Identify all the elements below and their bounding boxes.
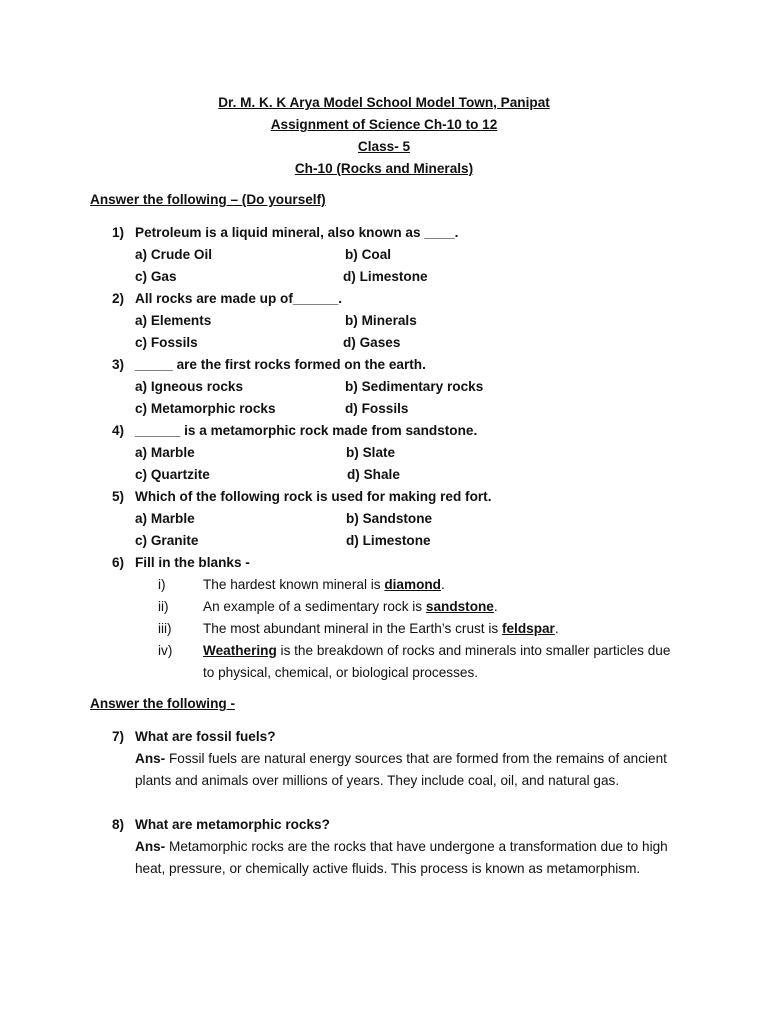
question-text: What are metamorphic rocks? — [135, 817, 330, 832]
answer-text: Metamorphic rocks are the rocks that have undergone a transformation due to high heat, pressure, or chemically active fluids. This process is known as metamorphism. — [135, 839, 668, 876]
option-b: b) Sedimentary rocks — [345, 379, 484, 394]
roman-numeral: iii) — [158, 621, 172, 636]
option-c: c) Metamorphic rocks — [135, 401, 276, 416]
option-a: a) Marble — [135, 511, 195, 526]
option-d: d) Limestone — [343, 269, 428, 284]
roman-numeral: iv) — [158, 643, 173, 658]
question-number: 4) — [112, 423, 125, 438]
option-b: b) Sandstone — [346, 511, 433, 526]
question-number: 7) — [112, 729, 125, 744]
option-d: d) Gases — [343, 335, 401, 350]
blank-answer: diamond — [384, 577, 441, 592]
fill-blank-text: Weathering is the breakdown of rocks and minerals into smaller particles due to physical, chemical, or biological processes. — [203, 643, 671, 680]
question-number: 2) — [112, 291, 125, 306]
class-label: Class- 5 — [357, 139, 411, 154]
answer-8 — [135, 836, 685, 880]
document-header — [0, 92, 768, 180]
question-number: 6) — [112, 555, 125, 570]
question-text: ______ is a metamorphic rock made from sandstone. — [135, 423, 478, 438]
question-number: 3) — [112, 357, 125, 372]
blank-answer: Weathering — [203, 643, 277, 658]
answer-7 — [135, 748, 685, 792]
option-d: d) Shale — [347, 467, 400, 482]
section-1-title: Answer the following – (Do yourself) — [90, 192, 326, 207]
question-text: Fill in the blanks - — [135, 555, 250, 570]
answer-text: Fossil fuels are natural energy sources that are formed from the remains of ancient plants and animals over millions of years. They include coal, oil, and natural gas. — [135, 751, 667, 788]
option-c: c) Quartzite — [135, 467, 210, 482]
roman-numeral: ii) — [158, 599, 169, 614]
option-b: b) Minerals — [345, 313, 417, 328]
option-c: c) Fossils — [135, 335, 198, 350]
question-number: 5) — [112, 489, 125, 504]
option-a: a) Marble — [135, 445, 195, 460]
option-a: a) Crude Oil — [135, 247, 213, 262]
option-a: a) Igneous rocks — [135, 379, 244, 394]
option-c: c) Gas — [135, 269, 177, 284]
question-text: All rocks are made up of______. — [135, 291, 343, 306]
option-d: d) Fossils — [345, 401, 409, 416]
fill-blank-text: The hardest known mineral is diamond. — [203, 577, 445, 592]
option-a: a) Elements — [135, 313, 212, 328]
option-d: d) Limestone — [346, 533, 431, 548]
blank-answer: sandstone — [425, 599, 494, 614]
blank-answer: feldspar — [501, 621, 555, 636]
section-2-title: Answer the following - — [90, 696, 235, 711]
assignment-title: Assignment of Science Ch-10 to 12 — [270, 117, 498, 132]
roman-numeral: i) — [158, 577, 166, 592]
option-b: b) Slate — [346, 445, 396, 460]
question-text: What are fossil fuels? — [135, 729, 276, 744]
question-number: 1) — [112, 225, 125, 240]
school-name: Dr. M. K. K Arya Model School Model Town, Panipat — [218, 95, 550, 110]
question-text: Petroleum is a liquid mineral, also known as ____. — [135, 225, 459, 240]
fill-blank-text: An example of a sedimentary rock is sandstone. — [203, 599, 498, 614]
question-text: _____ are the first rocks formed on the earth. — [135, 357, 426, 372]
option-b: b) Coal — [345, 247, 392, 262]
question-text: Which of the following rock is used for making red fort. — [135, 489, 492, 504]
question-number: 8) — [112, 817, 125, 832]
chapter-title: Ch-10 (Rocks and Minerals) — [294, 161, 474, 176]
fill-blank-text: The most abundant mineral in the Earth’s crust is feldspar. — [203, 621, 559, 636]
answer-label: Ans- — [135, 839, 166, 854]
answer-label: Ans- — [135, 751, 166, 766]
option-c: c) Granite — [135, 533, 199, 548]
